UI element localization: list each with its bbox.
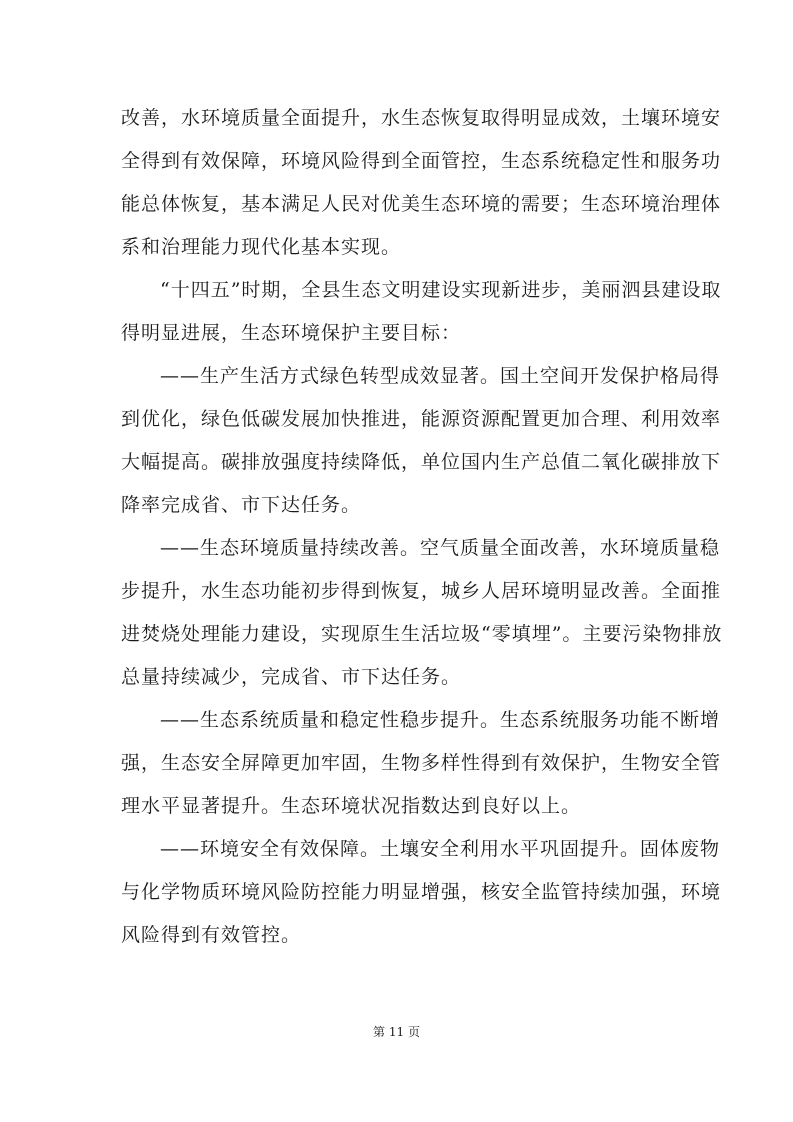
paragraph-line: 得明显进展，生态环境保护主要目标： [121, 322, 462, 344]
paragraph-line: 进焚烧处理能力建设，实现原生生活垃圾“零填埋”。主要污染物排放 [121, 623, 723, 645]
paragraph-line: 全得到有效保障，环境风险得到全面管控，生态系统稳定性和服务功 [121, 150, 722, 172]
paragraph-line: ——环境安全有效保障。土壤安全利用水平巩固提升。固体废物 [160, 838, 721, 860]
paragraph-line: 步提升，水生态功能初步得到恢复，城乡人居环境明显改善。全面推 [121, 580, 722, 602]
paragraph-line: 总量持续减少，完成省、市下达任务。 [121, 666, 462, 688]
paragraph-line: 能总体恢复，基本满足人民对优美生态环境的需要；生态环境治理体 [121, 193, 722, 215]
paragraph-line: ——生态系统质量和稳定性稳步提升。生态系统服务功能不断增 [160, 709, 721, 731]
paragraph-line: 到优化，绿色低碳发展加快推进，能源资源配置更加合理、利用效率 [121, 408, 722, 430]
page-number: 第 11 页 [373, 1025, 420, 1039]
paragraph-line: 大幅提高。碳排放强度持续降低，单位国内生产总值二氧化碳排放下 [121, 451, 722, 473]
paragraph-line: “十四五”时期，全县生态文明建设实现新进步，美丽泗县建设取 [160, 279, 722, 301]
paragraph-line: 风险得到有效管控。 [121, 924, 302, 946]
paragraph-line: 强，生态安全屏障更加牢固，生物多样性得到有效保护，生物安全管 [121, 752, 722, 774]
paragraph-line: 改善，水环境质量全面提升，水生态恢复取得明显成效，土壤环境安 [121, 107, 722, 129]
paragraph-line: 系和治理能力现代化基本实现。 [121, 236, 402, 258]
paragraph-line: 与化学物质环境风险防控能力明显增强，核安全监管持续加强，环境 [121, 881, 722, 903]
paragraph-line: 理水平显著提升。生态环境状况指数达到良好以上。 [121, 795, 582, 817]
paragraph-line: ——生产生活方式绿色转型成效显著。国土空间开发保护格局得 [160, 365, 721, 387]
paragraph-line: 降率完成省、市下达任务。 [121, 494, 362, 516]
paragraph-line: ——生态环境质量持续改善。空气质量全面改善，水环境质量稳 [160, 537, 721, 559]
